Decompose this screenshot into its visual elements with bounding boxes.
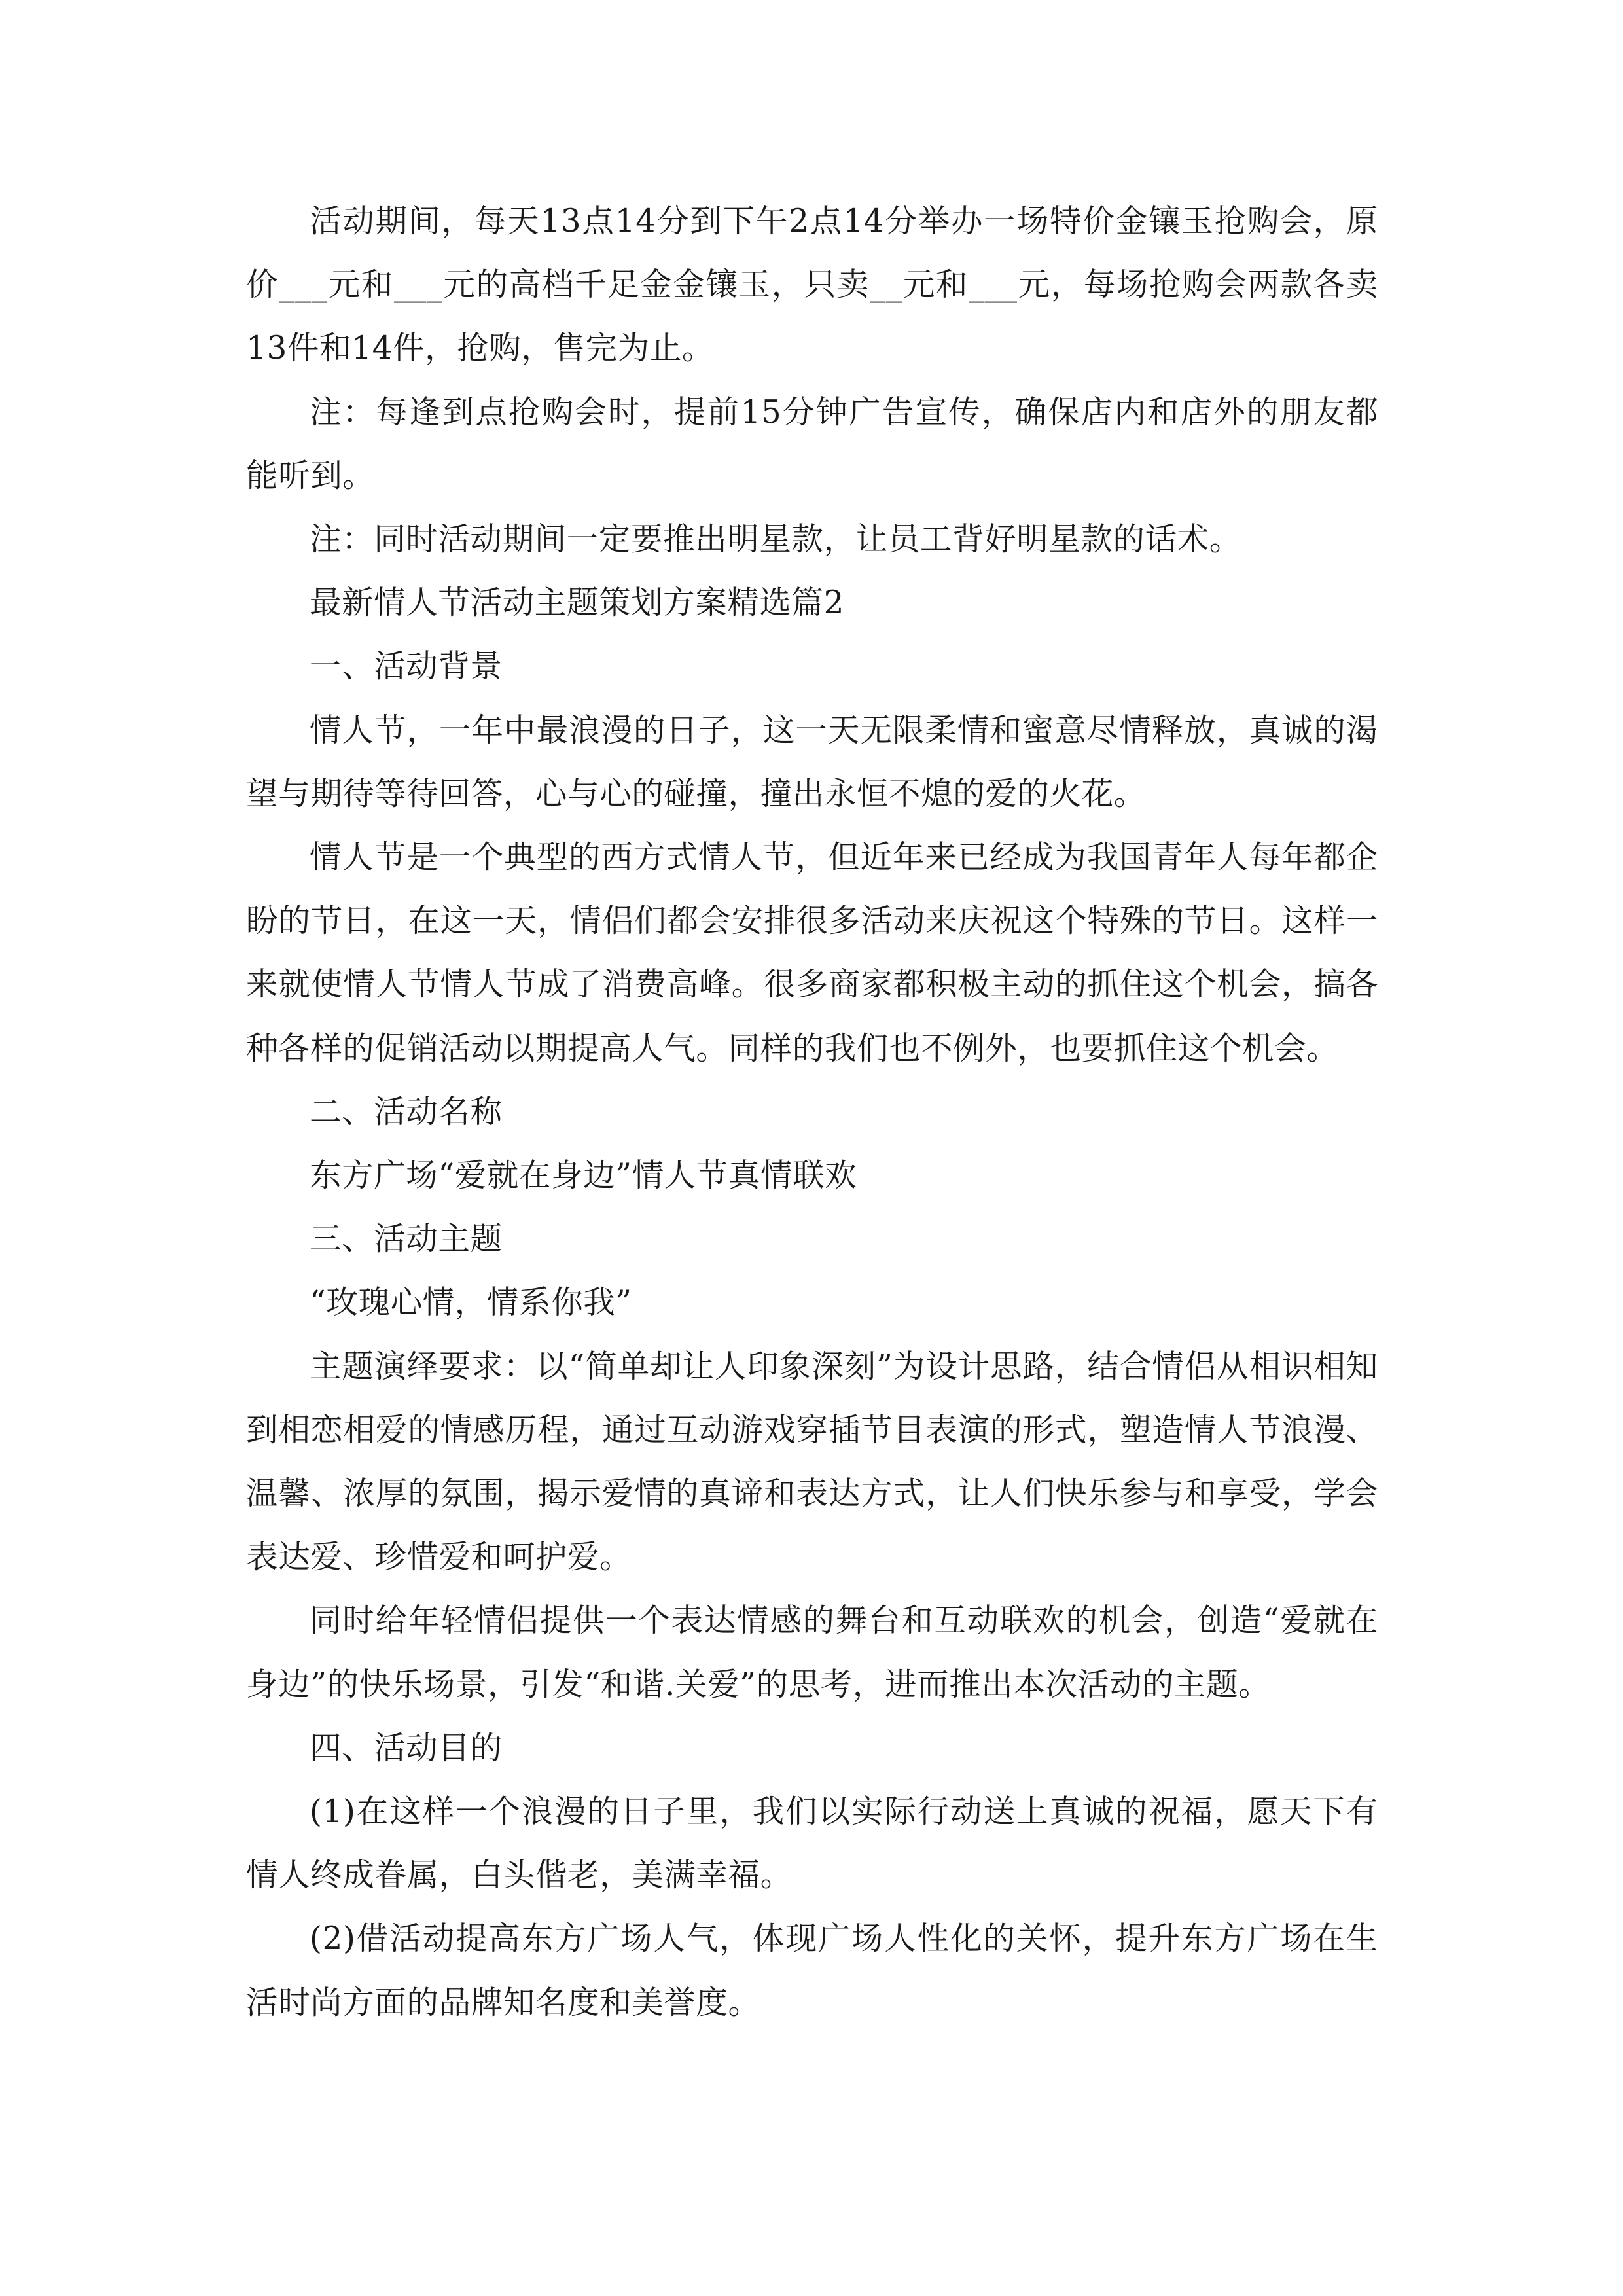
paragraph-background-1: 情人节，一年中最浪漫的日子，这一天无限柔情和蜜意尽情释放，真诚的渴望与期待等待回答，心与心的碰撞，撞出永恒不熄的爱的火花。 xyxy=(246,711,1378,812)
heading-background: 一、活动背景 xyxy=(310,648,503,685)
paragraph-purpose-1: (1)在这样一个浪漫的日子里，我们以实际行动送上真诚的祝福，愿天下有情人终成眷属，白头偕老，美满幸福。 xyxy=(246,1793,1378,1894)
paragraph-theme-slogan: “玫瑰心情，情系你我” xyxy=(310,1284,632,1321)
heading-event-purpose: 四、活动目的 xyxy=(310,1729,503,1767)
paragraph-sale-event: 活动期间，每天13点14分到下午2点14分举办一场特价金镶玉抢购会，原价___元和___元的高档千足金金镶玉，只卖__元和___元，每场抢购会两款各卖13件和14件，抢购，售完为止。 xyxy=(246,203,1378,367)
section-title: 最新情人节活动主题策划方案精选篇2 xyxy=(310,584,845,622)
paragraph-note-advertising: 注：每逢到点抢购会时，提前15分钟广告宣传，确保店内和店外的朋友都能听到。 xyxy=(246,393,1378,494)
paragraph-event-name: 东方广场“爱就在身边”情人节真情联欢 xyxy=(310,1157,857,1194)
paragraph-purpose-2: (2)借活动提高东方广场人气，体现广场人性化的关怀，提升东方广场在生活时尚方面的品牌知名度和美誉度。 xyxy=(246,1920,1378,2021)
heading-event-name: 二、活动名称 xyxy=(310,1093,503,1130)
paragraph-theme-stage: 同时给年轻情侣提供一个表达情感的舞台和互动联欢的机会，创造“爱就在身边”的快乐场景，引发“和谐.关爱”的思考，进而推出本次活动的主题。 xyxy=(246,1602,1378,1703)
document-body xyxy=(246,190,1378,2035)
paragraph-note-star-product: 注：同时活动期间一定要推出明星款，让员工背好明星款的话术。 xyxy=(310,521,1241,558)
paragraph-theme-requirements: 主题演绎要求：以“简单却让人印象深刻”为设计思路，结合情侣从相识相知到相恋相爱的情感历程，通过互动游戏穿插节目表演的形式，塑造情人节浪漫、温馨、浓厚的氛围，揭示爱情的真谛和表达方式，让人们快乐参与和享受，学会表达爱、珍惜爱和呵护爱。 xyxy=(246,1348,1378,1576)
heading-event-theme: 三、活动主题 xyxy=(310,1221,503,1258)
paragraph-background-2: 情人节是一个典型的西方式情人节，但近年来已经成为我国青年人每年都企盼的节日，在这一天，情侣们都会安排很多活动来庆祝这个特殊的节日。这样一来就使情人节情人节成了消费高峰。很多商家都积极主动的抓住这个机会，搞各种各样的促销活动以期提高人气。同样的我们也不例外，也要抓住这个机会。 xyxy=(246,839,1378,1067)
